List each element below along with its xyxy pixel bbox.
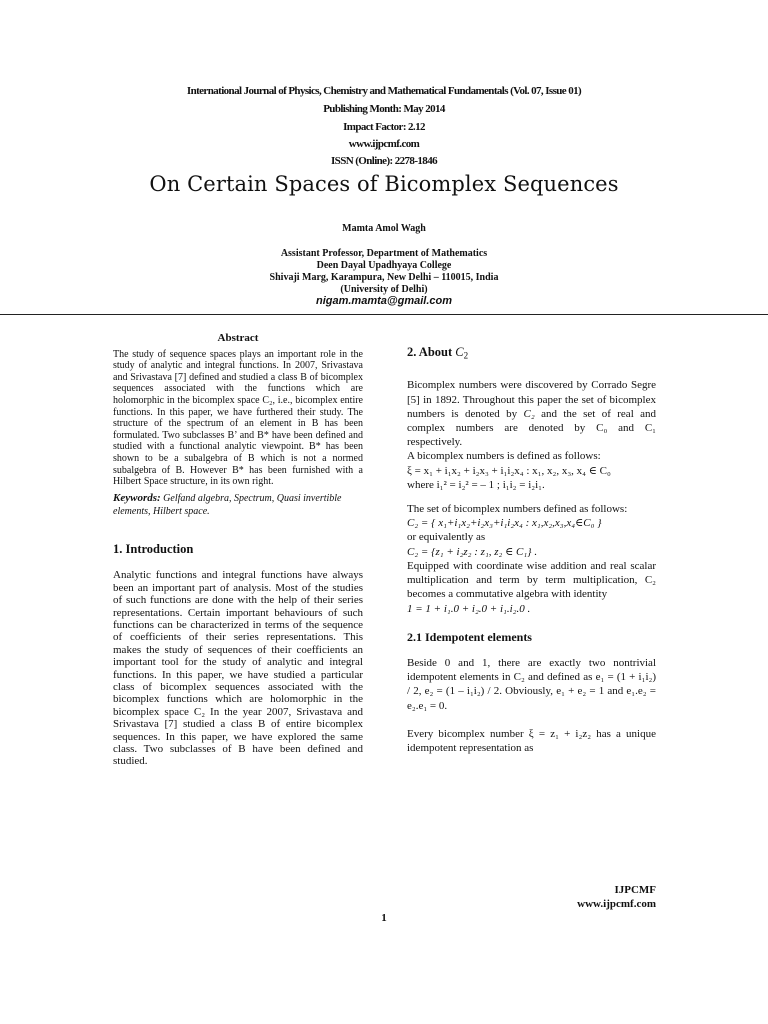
idempotent-paragraph-1: Beside 0 and 1, there are exactly two nontrivial idempotent elements in C₂ and defined as e₁ = (1 + i₁i₂) / 2, e₂ = (1 – i₁i₂) / 2. Obviously, e₁ + e₂ = 1 and e₁.e₂ = e₂.e₁ = 0. (407, 656, 656, 712)
affiliation-line-4: (University of Delhi) (340, 284, 428, 295)
about-paragraph-4: Equipped with coordinate wise addition and real scalar multiplication and term by term multiplication, C₂ becomes a commutative algebra with identity (407, 559, 656, 601)
paper-title: On Certain Spaces of Bicomplex Sequences (149, 172, 619, 196)
issn: ISSN (Online): 2278-1846 (331, 155, 437, 167)
equation-identity: 1 = 1 + i₁.0 + i₂.0 + i₁.i₂.0 . (407, 602, 531, 615)
about-paragraph-1: Bicomplex numbers were discovered by Corrado Segre [5] in 1892. Throughout this paper the set of bicomplex numbers is denoted by C₂ and the set of real and complex numbers are denoted by C₀ and C₁ respectively. (407, 379, 656, 449)
footer-website: www.ijpcmf.com (577, 898, 656, 910)
section-introduction-heading: 1. Introduction (113, 541, 194, 556)
footer-label: IJPCMF (614, 884, 656, 896)
about-paragraph-3: The set of bicomplex numbers defined as follows: (407, 503, 628, 516)
keywords-label: Keywords: (113, 491, 161, 504)
impact-factor: Impact Factor: 2.12 (343, 121, 425, 133)
footer-journal (577, 883, 656, 911)
about-or-equivalently: or equivalently as (407, 531, 486, 544)
keywords-list: Gelfand algebra, Spectrum, Quasi invertible elements, Hilbert space. (113, 492, 342, 517)
author-name: Mamta Amol Wagh (342, 223, 426, 234)
section-about-heading: 2. About $C_2$ (407, 345, 469, 361)
left-column (113, 333, 363, 768)
right-column (407, 333, 656, 755)
about-paragraph-2: A bicomplex numbers is defined as follows: (407, 450, 601, 463)
publishing-month: Publishing Month: May 2014 (323, 103, 445, 115)
affiliation-line-2: Deen Dayal Upadhyaya College (316, 260, 452, 271)
journal-website: www.ijpcmf.com (348, 138, 420, 150)
header-divider (0, 314, 768, 315)
equation-set-c2-idempotent: C₂ = {z₁ + i₂z₂ : z₁, z₂ ∈ C₁} . (407, 545, 538, 558)
page-number: 1 (381, 912, 387, 924)
abstract-text: The study of sequence spaces plays an important role in the study of analytic and integral functions. In 2007, Srivastava and Srivastava [7] defined and studied a class B of bicomplex sequences associated with the functions which are holomorphic in the bicomplex space C₂, i.e., bicomplex entire functions. In this paper, we have furthered their study. The structure of the spectrum of an element in B has been formulated. Two subclasses B’ and B* have been defined and studied with a functional analytic viewpoint. B* has been shown to be a subalgebra of B which is not a normed subalgebra of B. However B* has been furnished with a Hilbert Space structure, in its own right. (113, 348, 363, 488)
author-email: nigam.mamta@gmail.com (315, 295, 453, 307)
journal-name: International Journal of Physics, Chemistry and Mathematical Fundamentals (Vol. 07, Issue 01) (186, 85, 582, 97)
affiliation-line-1: Assistant Professor, Department of Mathematics (280, 248, 488, 259)
section-idempotent-heading: 2.1 Idempotent elements (407, 629, 532, 644)
idempotent-paragraph-2: Every bicomplex number ξ = z₁ + i₂z₂ has a unique idempotent representation as (407, 727, 656, 754)
equation-where: where i₁² = i₂² = – 1 ; i₁i₂ = i₂i₁. (407, 478, 545, 491)
equation-bicomplex-number: ξ = x₁ + i₁x₂ + i₂x₃ + i₁i₂x₄ : x₁, x₂, x₃, x₄ ∈ C₀ (407, 464, 611, 477)
keywords (113, 492, 363, 518)
affiliation-line-3: Shivaji Marg, Karampura, New Delhi – 110015, India (269, 272, 499, 283)
equation-set-c2: C₂ = { x₁+i₁x₂+i₂x₃+i₁i₂x₄ : x₁,x₂,x₃,x₄∈C₀ } (407, 517, 602, 530)
introduction-text: Analytic functions and integral functions have always been an important part of analysis. Most of the studies of such functions are done with the help of their series representations. Certain important behaviours of such functions can be characterized in terms of the sequence of coefficients of their series representations. This makes the study of sequences of their coefficients an important tool for the study of analytic and integral functions. In this paper, we have studied a particular class of bicomplex sequences associated with the bicomplex functions which are holomorphic in the bicomplex space C₂ In the year 2007, Srivastava and Srivastava [7] studied a class B of entire bicomplex sequences. In this paper, we have explored the same class. Two subclasses of B have been defined and studied. (113, 569, 363, 768)
abstract-heading: Abstract (217, 332, 259, 344)
